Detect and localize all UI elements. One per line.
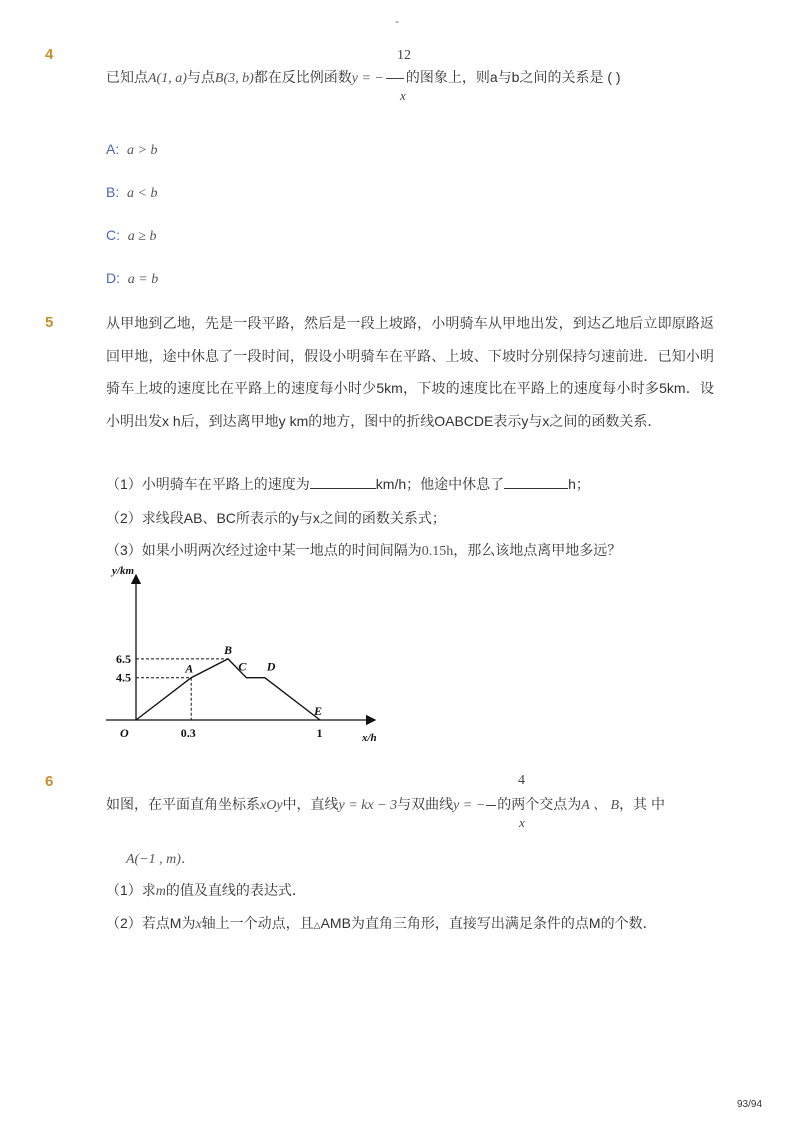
y-axis-label: y/km: [112, 565, 134, 577]
interval-value: 0.15h: [421, 544, 454, 559]
distance-time-graph: [90, 560, 390, 750]
option-label: A:: [106, 141, 120, 157]
sub-question-1: [106, 474, 590, 494]
stem-text: 中，直线: [282, 796, 339, 812]
guide-lines: [136, 659, 228, 720]
option-expr: a ≥ b: [127, 229, 157, 244]
option-label: D:: [106, 270, 120, 286]
header-mark: -: [395, 14, 399, 28]
question-number: 5: [45, 314, 54, 331]
question-stem: [106, 794, 665, 816]
sub-text: h；: [568, 476, 590, 492]
fraction-bar: [386, 78, 404, 79]
fraction-numerator: 12: [397, 48, 411, 63]
sub-text: 的值及直线的表达式．: [165, 882, 306, 898]
option-expr: a = b: [127, 272, 159, 287]
option-c[interactable]: [106, 227, 156, 245]
stem-text: 如图，在平面直角坐标系: [106, 796, 260, 812]
stem-text: 的图象上，则a与b之间的关系是 ( ): [405, 69, 621, 85]
point-a-coordinates: A(−1 , m)．: [126, 852, 195, 867]
stem-text: ，其 中: [619, 796, 665, 812]
sub-text: （1）求: [106, 882, 156, 898]
stem-text: 与双曲线: [397, 796, 454, 812]
question-stem: [106, 67, 621, 89]
point-a: A(1, a): [148, 71, 187, 86]
question-number: 6: [45, 773, 54, 790]
triangle-symbol: △: [313, 920, 321, 930]
sub-question-1: [106, 880, 306, 900]
point-label-c: C: [238, 659, 247, 674]
variable-m: m: [155, 884, 166, 899]
fraction-denominator: x: [400, 88, 406, 103]
sub-text: km/h；他途中休息了: [375, 476, 505, 492]
sub-text: （3）如果小明两次经过途中某一地点的时间间隔为: [106, 542, 422, 558]
sub-text: （1）小明骑车在平路上的速度为: [106, 476, 310, 492]
point-label-b: B: [224, 642, 233, 657]
fraction-denominator: x: [519, 815, 525, 830]
hyperbola-lhs: y = −: [453, 798, 486, 813]
option-b[interactable]: [106, 184, 157, 202]
x-axis-label: x/h: [362, 732, 377, 744]
sub-question-2: （2）求线段AB、BC所表示的y与x之间的函数关系式；: [106, 510, 446, 526]
x-tick-label-0: 0.3: [180, 726, 196, 740]
plane-name: xOy: [260, 798, 283, 813]
sub-question-3: [106, 540, 621, 560]
sub-text: （2）若点M为: [106, 915, 196, 931]
stem-text: 都在反比例函数: [253, 69, 352, 85]
option-label: C:: [106, 227, 120, 243]
x-tick-label-1: 1: [316, 726, 323, 740]
y-tick-label-1: 4.5: [116, 670, 131, 685]
origin-label: O: [120, 726, 129, 740]
point-label-d: D: [266, 659, 276, 674]
intersection-points: A 、 B: [581, 798, 620, 813]
fraction-bar: [486, 805, 496, 806]
stem-text: 的两个交点为: [497, 796, 582, 812]
line-equation: y = kx − 3: [338, 798, 398, 813]
stem-text: 与点: [186, 69, 215, 85]
sub-question-2: [106, 913, 657, 933]
question-number: 4: [45, 46, 54, 63]
answer-blank[interactable]: [504, 476, 568, 489]
sub-text: 轴上一个动点，且: [201, 915, 314, 931]
variable-x: x: [195, 917, 202, 932]
question-paragraph: 从甲地到乙地，先是一段平路，然后是一段上坡路，小明骑车从甲地出发，到达乙地后立即原路返回甲地，途中休息了一段时间，假设小明骑车在平路、上坡、下坡时分别保持匀速前进．已知小明骑车上坡的速度比在平路上的速度每小时少5km，下坡的速度比在平路上的速度每小时多5km．设小明出发x h后，到达离甲地y km的地方，图中的折线OABCDE表示y与x之间的函数关系．: [106, 315, 714, 429]
sub-text: AMB为直角三角形，直接写出满足条件的点M的个数．: [320, 915, 657, 931]
point-label-e: E: [314, 704, 323, 718]
option-expr: a > b: [127, 143, 158, 158]
series-line: [136, 659, 323, 720]
option-a[interactable]: [106, 141, 157, 159]
sub-text: ，那么该地点离甲地多远？: [453, 542, 622, 558]
function-lhs: y = −: [351, 71, 384, 86]
answer-blank[interactable]: [310, 476, 376, 489]
stem-text: 已知点: [106, 69, 148, 85]
option-label: B:: [106, 184, 120, 200]
point-b: B(3, b): [214, 71, 254, 86]
option-expr: a < b: [127, 186, 158, 201]
point-label-a: A: [185, 661, 194, 676]
option-d[interactable]: [106, 270, 158, 288]
point-labels: [116, 643, 323, 740]
y-tick-label-0: 6.5: [116, 651, 131, 666]
fraction-numerator: 4: [518, 773, 525, 788]
page-number: 93/94: [737, 1099, 763, 1110]
